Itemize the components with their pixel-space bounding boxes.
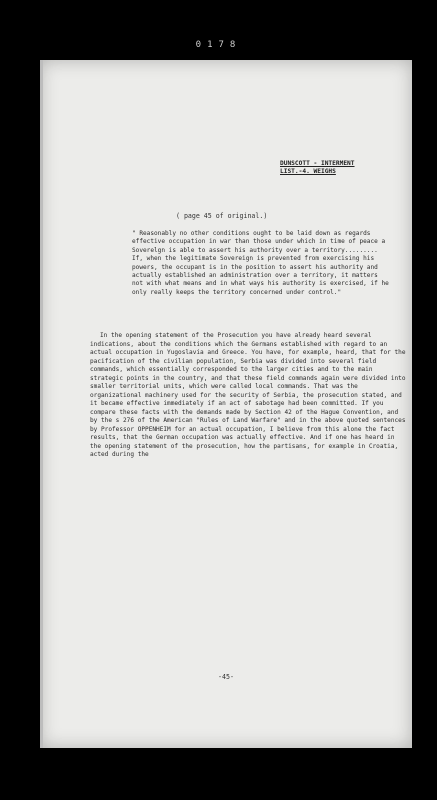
quote-text: " Reasonably no other conditions ought to be laid down as regards effective occupation in war than those under which in time of peace a Soverelgn is able to assert his authority over a territory......... If, when the legitimate Sovereign is prevented from exercising his powers, the occupant is in the position to assert his authority and actually established an administration over a territory, it matters not with what means and in what ways his authority is exercised, if he only really keeps the territory concerned under control." (132, 230, 389, 296)
document-reference-header (280, 160, 390, 176)
page-number: -45- (218, 673, 234, 681)
paper-edge (40, 60, 43, 748)
reference-line-1: DUNSCOTT - INTERMENT (280, 160, 355, 167)
document-page (40, 60, 412, 748)
original-page-note: ( page 45 of original.) (176, 212, 268, 220)
reference-line-2: LIST.-4. WEIGHS (280, 168, 336, 175)
body-text: In the opening statement of the Prosecution you have already heard several indications, about the conditions which the Germans established with regard to an actual occupation in Yugoslavia and Greece. You have, for example, heard, that for the pacification of the civilian population, Serbia was divided into several field commands, which essentially corresponded to the larger cities and to the main strategic points in the country, and that these field commands again were divided into smaller territorial units, which were called local commands. That was the organizational machinery used for the security of Serbia, the prosecution stated, and it became effective immediately if an act of sabotage had been committed. If you compare these facts with the demands made by Section 42 of the Hague Convention, and by the s 276 of the American "Rules of Land Warfare" and in the above quoted sentences by Professor OPPENHEIM for an actual occupation, I believe from this alone the fact results, that the German occupation was actually effective. And if one has heard in the opening statement of the prosecution, how the partisans, for example in Croatia, acted during the (90, 332, 406, 458)
body-paragraph (90, 332, 406, 460)
film-frame-number: 0178 (195, 40, 242, 50)
quoted-passage (132, 230, 390, 297)
